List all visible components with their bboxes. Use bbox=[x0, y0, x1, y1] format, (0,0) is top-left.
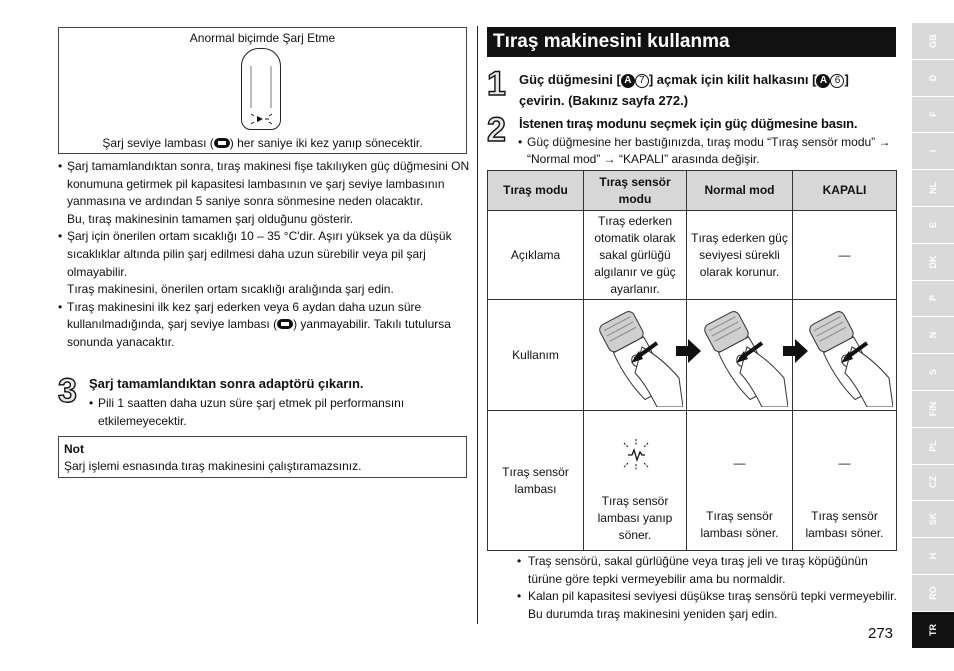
column-divider bbox=[477, 26, 478, 624]
charging-notes-list bbox=[58, 158, 470, 352]
table-cell bbox=[793, 411, 897, 551]
table-cell-text: Tıraş sensör lambası söner. bbox=[805, 509, 884, 540]
table-cell bbox=[584, 411, 687, 551]
step-heading-part: ] çevirin. (Bakınız sayfa 272.) bbox=[519, 72, 849, 108]
tab-tr[interactable] bbox=[912, 612, 954, 649]
table-cell-dash: — bbox=[838, 456, 851, 470]
tab-label: FIN bbox=[928, 401, 938, 417]
step-number: 2 bbox=[487, 111, 506, 149]
table-cell bbox=[584, 300, 687, 411]
list-item-text: Şarj için önerilen ortam sıcaklığı 10 – 35 °C'dir. Aşırı yüksek ya da düşük sıcaklıklar altında pilin şarj edilmesi daha uzun sürebilir veya pil şarj olmayabilir. bbox=[67, 229, 452, 279]
tab-ro[interactable] bbox=[912, 575, 954, 612]
tab-label: GB bbox=[928, 34, 938, 48]
tab-label: F bbox=[928, 111, 938, 118]
shaver-icon bbox=[587, 303, 683, 407]
table-cell: Tıraş ederken otomatik olarak sakal gürlüğü algılanır ve güç ayarlanır. bbox=[584, 211, 687, 300]
list-item bbox=[58, 158, 470, 228]
tab-gb[interactable] bbox=[912, 23, 954, 60]
tab-label: TR bbox=[928, 623, 938, 636]
list-item: • Güç düğmesine her bastığınızda, tıraş modu “Tıraş sensör modu” → “Normal mod” → “KAPALI” arasında değişir. bbox=[518, 134, 897, 168]
list-item: • Pili 1 saatten daha uzun süre şarj etmek pil performansını etkilemeyecektir. bbox=[89, 395, 469, 430]
tab-cz[interactable] bbox=[912, 465, 954, 502]
tab-label: E bbox=[928, 221, 938, 228]
tab-label: CZ bbox=[928, 476, 938, 489]
tab-p[interactable] bbox=[912, 281, 954, 318]
list-item bbox=[58, 228, 470, 298]
abnormal-charge-title: Anormal biçimde Şarj Etme bbox=[189, 31, 336, 45]
arrow-right-icon bbox=[674, 337, 702, 365]
table-cell bbox=[687, 411, 793, 551]
circled-number: 7 bbox=[635, 74, 649, 88]
row-label: Tıraş sensör lambası bbox=[488, 411, 584, 551]
caption-part: Şarj seviye lambası ( bbox=[102, 136, 214, 150]
table-cell: Tıraş ederken güç seviyesi sürekli olarak korunur. bbox=[687, 211, 793, 300]
list-item-text: Tıraş makinesini ilk kez şarj ederken veya 6 aydan daha uzun süre kullanılmadığında, şarj seviye lambası ( bbox=[67, 299, 422, 332]
row-label: Açıklama bbox=[488, 211, 584, 300]
tab-label: N bbox=[928, 332, 938, 339]
note-title: Not bbox=[64, 442, 84, 456]
table-cell: — bbox=[793, 211, 897, 300]
step-heading bbox=[519, 69, 897, 111]
arrow-right-icon bbox=[781, 337, 809, 365]
table-header: Normal mod bbox=[687, 171, 793, 211]
tab-s[interactable] bbox=[912, 354, 954, 391]
list-item-text: Şarj tamamlandıktan sonra, tıraş makinesi fişe takılıyken güç düğmesini ON konumuna getirmek pil kapasitesi lambasının ve şarj seviye lambasının yanmasına ve ardından 5 saniye sonra sönmesine neden olacaktır. bbox=[67, 159, 470, 209]
plug-icon bbox=[277, 319, 293, 329]
tab-label: SK bbox=[928, 512, 938, 526]
step-heading-part: ] açmak için kilit halkasını [ bbox=[648, 72, 817, 87]
abnormal-charge-box bbox=[58, 27, 467, 154]
tab-sk[interactable] bbox=[912, 501, 954, 538]
step-text bbox=[89, 395, 469, 430]
shaver-icon bbox=[692, 303, 788, 407]
circled-number: 6 bbox=[830, 74, 844, 88]
caption-part: ) her saniye iki kez yanıp sönecektir. bbox=[229, 136, 423, 150]
tab-f[interactable] bbox=[912, 97, 954, 134]
tab-nl[interactable] bbox=[912, 170, 954, 207]
tab-dk[interactable] bbox=[912, 244, 954, 281]
list-item-text: ) yanmayabilir. Takılı tutulursa sonunda yanacaktır. bbox=[67, 317, 451, 349]
tab-label: I bbox=[928, 150, 938, 153]
step-heading-part: Güç düğmesini [ bbox=[519, 72, 621, 87]
tab-n[interactable] bbox=[912, 317, 954, 354]
tab-e[interactable] bbox=[912, 207, 954, 244]
tab-label: P bbox=[928, 295, 938, 302]
tab-label: D bbox=[928, 74, 938, 81]
tab-label: S bbox=[928, 369, 938, 376]
table-cell-text: Tıraş sensör lambası yanıp söner. bbox=[597, 494, 673, 542]
list-item: • Traş sensörü, sakal gürlüğüne veya tıraş jeli ve tıraş köpüğünün türüne göre tepki vermeyebilir ama bu normaldir. bbox=[517, 553, 897, 588]
step-heading: Şarj tamamlandıktan sonra adaptörü çıkarın. bbox=[89, 376, 364, 391]
shaver-outline-icon bbox=[241, 48, 281, 130]
list-item: • Kalan pil kapasitesi seviyesi düşükse tıraş sensörü tepki vermeyebilir. Bu durumda tıraş makinesini yeniden şarj edin. bbox=[517, 588, 897, 623]
note-box bbox=[58, 436, 467, 478]
badge-a-icon: A bbox=[621, 74, 635, 88]
footnotes-list bbox=[517, 553, 897, 623]
section-title: Tıraş makinesini kullanma bbox=[487, 27, 896, 57]
table-header: Tıraş modu bbox=[488, 171, 584, 211]
tab-label: DK bbox=[928, 255, 938, 269]
sensor-blink-icon bbox=[616, 437, 656, 471]
table-row bbox=[488, 211, 897, 300]
tab-label: PL bbox=[928, 439, 938, 452]
table-cell-dash: — bbox=[733, 456, 746, 470]
badge-a-icon: A bbox=[816, 74, 830, 88]
note-text: Şarj işlemi esnasında tıraş makinesini çalıştıramazsınız. bbox=[64, 459, 362, 473]
tab-label: H bbox=[928, 552, 938, 560]
tab-label: RO bbox=[928, 586, 938, 600]
list-item-subtext: Tıraş makinesini, önerilen ortam sıcaklığı aralığında şarj edin. bbox=[67, 282, 394, 297]
row-label: Kullanım bbox=[488, 300, 584, 411]
table-header: KAPALI bbox=[793, 171, 897, 211]
tab-label: NL bbox=[928, 182, 938, 195]
table-cell bbox=[687, 300, 793, 411]
step-text bbox=[518, 134, 897, 168]
list-item-subtext: Bu, tıraş makinesinin tamamen şarj olduğunu gösterir. bbox=[67, 211, 354, 226]
list-item bbox=[58, 299, 470, 352]
abnormal-charge-caption bbox=[59, 136, 466, 150]
step-number: 3 bbox=[58, 372, 77, 410]
table-header: Tıraş sensör modu bbox=[584, 171, 687, 211]
tab-h[interactable] bbox=[912, 538, 954, 575]
page-number: 273 bbox=[868, 625, 894, 642]
language-tabs bbox=[912, 23, 954, 649]
table-row bbox=[488, 411, 897, 551]
table-cell-text: Tıraş sensör lambası söner. bbox=[700, 509, 779, 540]
tab-d[interactable] bbox=[912, 60, 954, 97]
tab-i[interactable] bbox=[912, 133, 954, 170]
shaver-icon bbox=[797, 303, 893, 407]
tab-fin[interactable] bbox=[912, 391, 954, 428]
step-number: 1 bbox=[487, 65, 506, 103]
step-heading: İstenen tıraş modunu seçmek için güç düğmesine basın. bbox=[519, 116, 858, 131]
tab-pl[interactable] bbox=[912, 428, 954, 465]
plug-icon bbox=[214, 138, 230, 148]
